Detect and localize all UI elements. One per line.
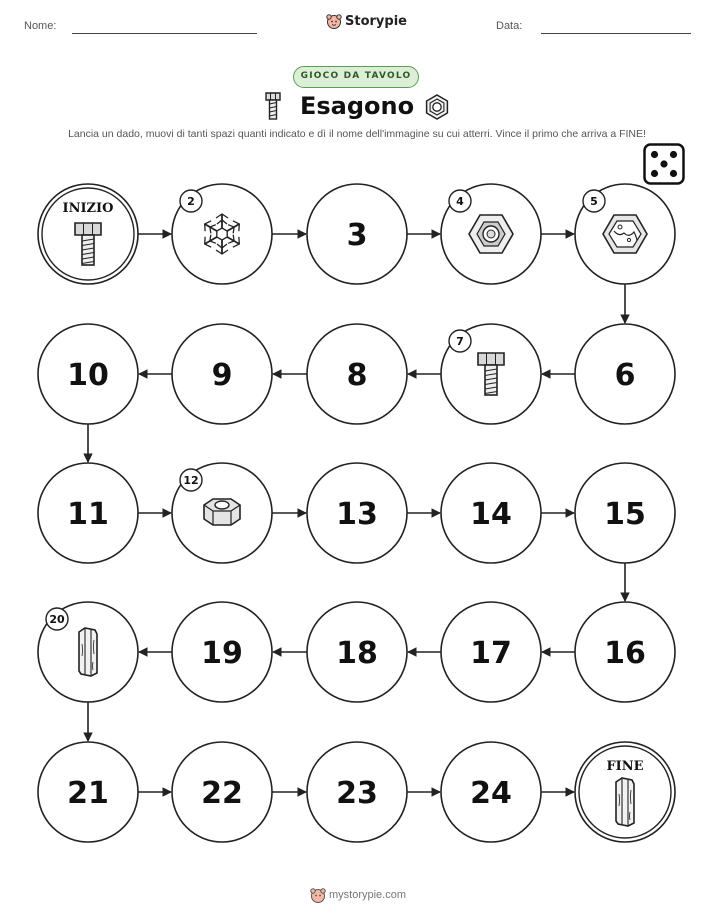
- board-space-8[interactable]: [307, 324, 407, 424]
- board-space-fine[interactable]: [575, 742, 675, 842]
- space-number: 12: [183, 474, 199, 487]
- space-number: 3: [346, 218, 368, 253]
- space-number: 2: [187, 195, 195, 208]
- space-number: 15: [604, 497, 646, 532]
- board-space-6[interactable]: [575, 324, 675, 424]
- board-space-3[interactable]: [307, 184, 407, 284]
- board-space-19[interactable]: [172, 602, 272, 702]
- space-number: 9: [211, 358, 233, 393]
- space-number: 7: [456, 335, 464, 348]
- board-space-11[interactable]: [38, 463, 138, 563]
- board-space-21[interactable]: [38, 742, 138, 842]
- space-number: 5: [590, 195, 598, 208]
- board-space-20[interactable]: [38, 602, 138, 702]
- board-space-7[interactable]: [441, 324, 541, 424]
- date-label: Data:: [496, 20, 523, 32]
- space-number: 4: [456, 195, 464, 208]
- space-number: 20: [49, 613, 65, 626]
- space-number: 23: [336, 776, 378, 811]
- storypie-mascot-icon: [310, 887, 326, 903]
- board-space-17[interactable]: [441, 602, 541, 702]
- footer-url[interactable]: mystorypie.com: [329, 889, 407, 901]
- board-space-16[interactable]: [575, 602, 675, 702]
- board-space-10[interactable]: [38, 324, 138, 424]
- space-number: 17: [470, 636, 512, 671]
- board-space-23[interactable]: [307, 742, 407, 842]
- space-number: 11: [67, 497, 109, 532]
- space-number: 10: [67, 358, 109, 393]
- board-space-inizio[interactable]: [38, 184, 138, 284]
- board-space-18[interactable]: [307, 602, 407, 702]
- space-number: 16: [604, 636, 646, 671]
- board-spaces: [38, 184, 675, 842]
- board-space-24[interactable]: [441, 742, 541, 842]
- space-number: 19: [201, 636, 243, 671]
- board-space-14[interactable]: [441, 463, 541, 563]
- footer: [310, 887, 406, 903]
- space-number: 8: [346, 358, 368, 393]
- space-label: INIZIO: [62, 201, 114, 216]
- board-space-13[interactable]: [307, 463, 407, 563]
- space-number: 22: [201, 776, 243, 811]
- hex-pencil-icon: [616, 778, 634, 826]
- page-title: Esagono: [299, 92, 415, 120]
- board-space-4[interactable]: [441, 184, 541, 284]
- board-space-12[interactable]: [172, 463, 272, 563]
- instructions-text: Lancia un dado, muovi di tanti spazi quanti indicato e dì il nome dell'immagine su cui atterri. Vince il primo che arriva a FINE!: [68, 128, 646, 140]
- board-space-22[interactable]: [172, 742, 272, 842]
- brand-name: Storypie: [345, 13, 407, 29]
- space-number: 18: [336, 636, 378, 671]
- space-label: FINE: [606, 759, 644, 774]
- board-space-5[interactable]: [575, 184, 675, 284]
- hex-pencil-icon: [79, 628, 97, 676]
- name-label: Nome:: [24, 20, 57, 32]
- space-number: 6: [614, 358, 636, 393]
- board-space-2[interactable]: [172, 184, 272, 284]
- board-space-9[interactable]: [172, 324, 272, 424]
- board-space-15[interactable]: [575, 463, 675, 563]
- space-number: 24: [470, 776, 512, 811]
- hex-nut-icon: [204, 499, 240, 525]
- space-number: 21: [67, 776, 109, 811]
- game-type-badge: GIOCO DA TAVOLO: [293, 66, 419, 88]
- space-number: 14: [470, 497, 512, 532]
- space-number: 13: [336, 497, 378, 532]
